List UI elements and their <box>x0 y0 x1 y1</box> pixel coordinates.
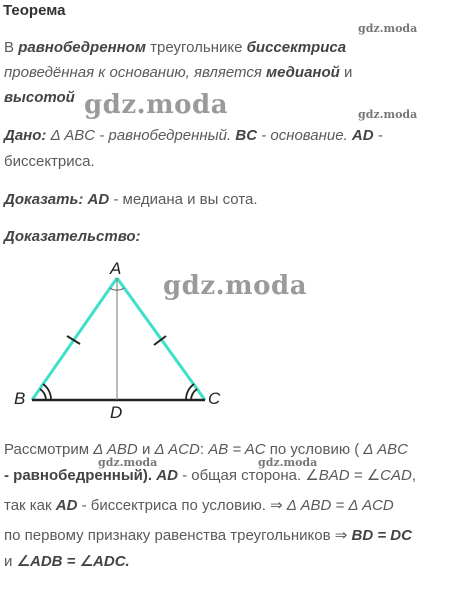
text: биссектриса <box>246 39 347 56</box>
proof-line-2 <box>4 466 416 486</box>
text: и <box>339 64 353 81</box>
vertex-label-a: A <box>110 259 122 278</box>
proof-line-5 <box>4 552 130 572</box>
watermark: gdz.moda <box>98 456 158 469</box>
text: - биссектриса по условию. <box>77 497 271 514</box>
angle-arc-a <box>117 288 124 290</box>
text: по условию ( <box>265 441 364 458</box>
vertex-label-c: C <box>208 389 221 408</box>
watermark: gdz.moda <box>258 456 318 469</box>
prove-line <box>4 190 257 210</box>
text: В <box>4 39 19 56</box>
theorem-line-3 <box>4 88 75 108</box>
proof-line-3 <box>4 496 394 516</box>
text: - <box>373 127 383 144</box>
angle-arc-a <box>110 288 117 290</box>
proof-line-1 <box>4 440 408 460</box>
theorem-line-1 <box>4 38 346 58</box>
implies-symbol: ⇒ <box>270 497 283 514</box>
text: треугольнике <box>145 39 247 56</box>
vertex-label-d: D <box>110 403 123 420</box>
proof-line-4 <box>4 526 412 546</box>
text: AD <box>351 127 374 144</box>
side-ab <box>32 278 117 400</box>
watermark: gdz.moda <box>84 90 229 120</box>
text: AD <box>156 467 178 484</box>
text: Δ ABC <box>46 127 96 144</box>
text: AD <box>55 497 78 514</box>
page-title: Теорема <box>3 2 66 19</box>
text: : <box>199 441 209 458</box>
implies-symbol: ⇒ <box>334 527 348 544</box>
text: BC <box>235 127 258 144</box>
text: - медиана и вы сота. <box>109 191 258 208</box>
text: - общая сторона. <box>177 467 306 484</box>
watermark: gdz.moda <box>163 271 308 301</box>
text: ∠BAD = ∠CAD <box>305 467 412 484</box>
text: - равнобедренный. <box>95 127 236 144</box>
watermark: gdz.moda <box>358 22 418 35</box>
text: - равнобедренный). <box>4 467 157 484</box>
given-line-1 <box>4 126 383 146</box>
watermark: gdz.moda <box>358 108 418 121</box>
angle-arc-c <box>191 389 197 400</box>
text: высотой <box>4 89 75 106</box>
given-line-2: биссектриса. <box>4 153 95 170</box>
text: , <box>411 467 417 484</box>
given-label: Дано: <box>4 127 47 144</box>
text: Δ ACD <box>154 441 200 458</box>
text: и <box>4 553 17 570</box>
proof-label: Доказательство: <box>4 228 141 245</box>
triangle-figure <box>0 250 240 420</box>
text: медианой <box>266 64 340 81</box>
text: по первому признаку равенства треугольников <box>4 527 335 544</box>
text: так как <box>4 497 56 514</box>
text: Δ ABD = Δ ACD <box>282 497 394 514</box>
text: BD = DC <box>347 527 412 544</box>
prove-label: Доказать: <box>4 191 84 208</box>
vertex-label-b: B <box>14 389 26 408</box>
text: проведённая к основанию, является <box>4 64 267 81</box>
text: AD <box>83 191 110 208</box>
text: Рассмотрим <box>4 441 94 458</box>
theorem-line-2 <box>4 63 352 83</box>
text: равнобедренном <box>18 39 146 56</box>
text: Δ ABD <box>93 441 138 458</box>
angle-arc-b <box>40 389 46 400</box>
text: ∠ADB = ∠ADC. <box>16 553 130 570</box>
text: Δ ABC <box>363 441 408 458</box>
text: - основание. <box>257 127 352 144</box>
text: и <box>137 441 155 458</box>
text: AB = AC <box>208 441 266 458</box>
